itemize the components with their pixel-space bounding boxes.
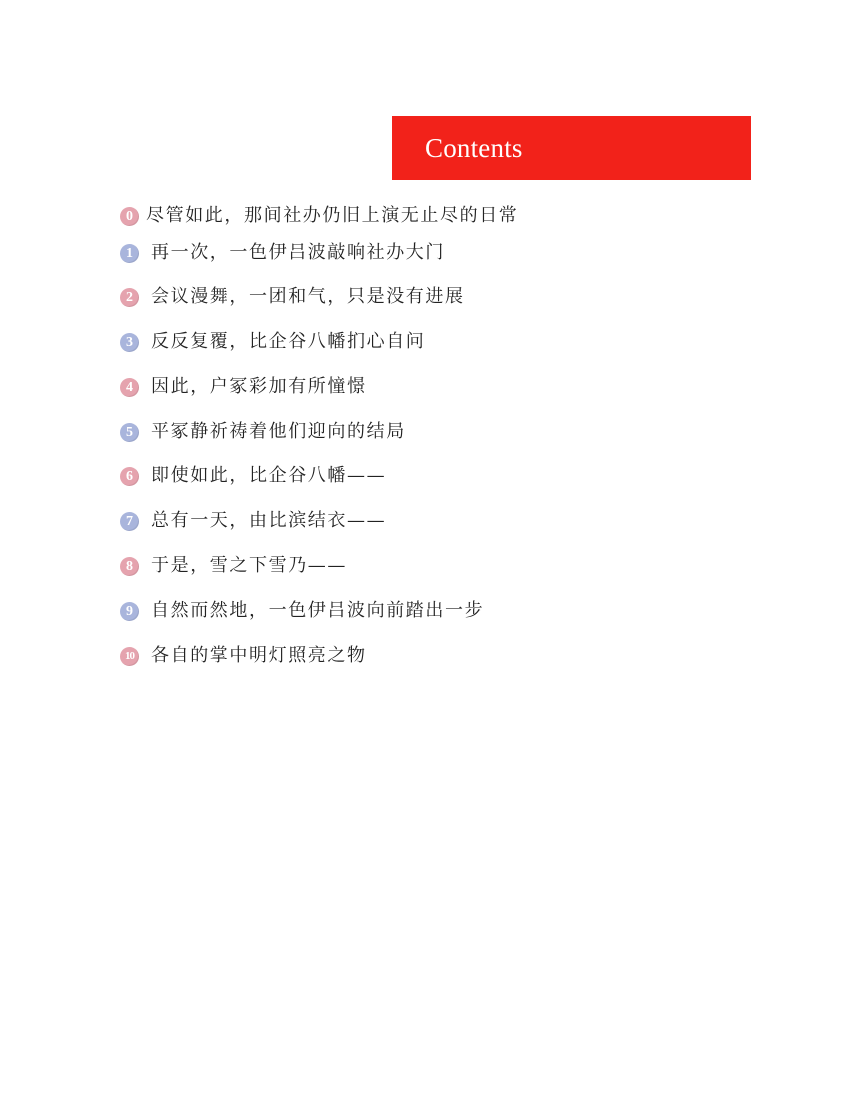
chapter-number-badge: 2: [120, 288, 139, 307]
chapter-title: 再一次，一色伊吕波敲响社办大门: [151, 241, 445, 263]
chapter-number-badge: 7: [120, 512, 139, 531]
chapter-title: 会议漫舞，一团和气，只是没有进展: [151, 286, 465, 308]
contents-title: Contents: [425, 132, 523, 163]
chapter-number-badge: 8: [120, 557, 139, 576]
toc-entry-chapter-0[interactable]: [120, 199, 760, 228]
chapter-number-badge: 3: [120, 333, 139, 352]
chapter-number-badge: 9: [120, 602, 139, 621]
toc-entry-chapter-3[interactable]: [120, 326, 760, 355]
table-of-contents: [120, 199, 760, 684]
toc-entry-chapter-10[interactable]: [120, 639, 760, 668]
toc-entry-chapter-5[interactable]: [120, 415, 760, 444]
chapter-number-badge: 1: [120, 244, 139, 263]
toc-entry-chapter-2[interactable]: [120, 281, 760, 310]
chapter-number-badge: 4: [120, 378, 139, 397]
chapter-title: 各自的掌中明灯照亮之物: [151, 644, 367, 666]
chapter-title: 即使如此，比企谷八幡——: [151, 465, 387, 487]
toc-entry-chapter-9[interactable]: [120, 594, 760, 623]
toc-entry-chapter-6[interactable]: [120, 460, 760, 489]
chapter-title: 总有一天，由比滨结衣——: [151, 510, 387, 532]
toc-entry-chapter-4[interactable]: [120, 370, 760, 399]
chapter-title: 反反复覆，比企谷八幡扪心自问: [151, 331, 426, 353]
chapter-title: 尽管如此，那间社办仍旧上演无止尽的日常: [146, 204, 519, 226]
chapter-number-badge: 10: [120, 647, 139, 666]
chapter-number-badge: 6: [120, 467, 139, 486]
toc-entry-chapter-8[interactable]: [120, 550, 760, 579]
chapter-title: 于是，雪之下雪乃——: [151, 555, 347, 577]
chapter-number-badge: 0: [120, 207, 139, 226]
chapter-title: 平冢静祈祷着他们迎向的结局: [151, 420, 406, 442]
toc-entry-chapter-1[interactable]: [120, 236, 760, 265]
chapter-title: 自然而然地，一色伊吕波向前踏出一步: [151, 599, 485, 621]
toc-entry-chapter-7[interactable]: [120, 505, 760, 534]
chapter-title: 因此，户冢彩加有所憧憬: [151, 375, 367, 397]
chapter-number-badge: 5: [120, 423, 139, 442]
contents-header: [392, 116, 751, 180]
